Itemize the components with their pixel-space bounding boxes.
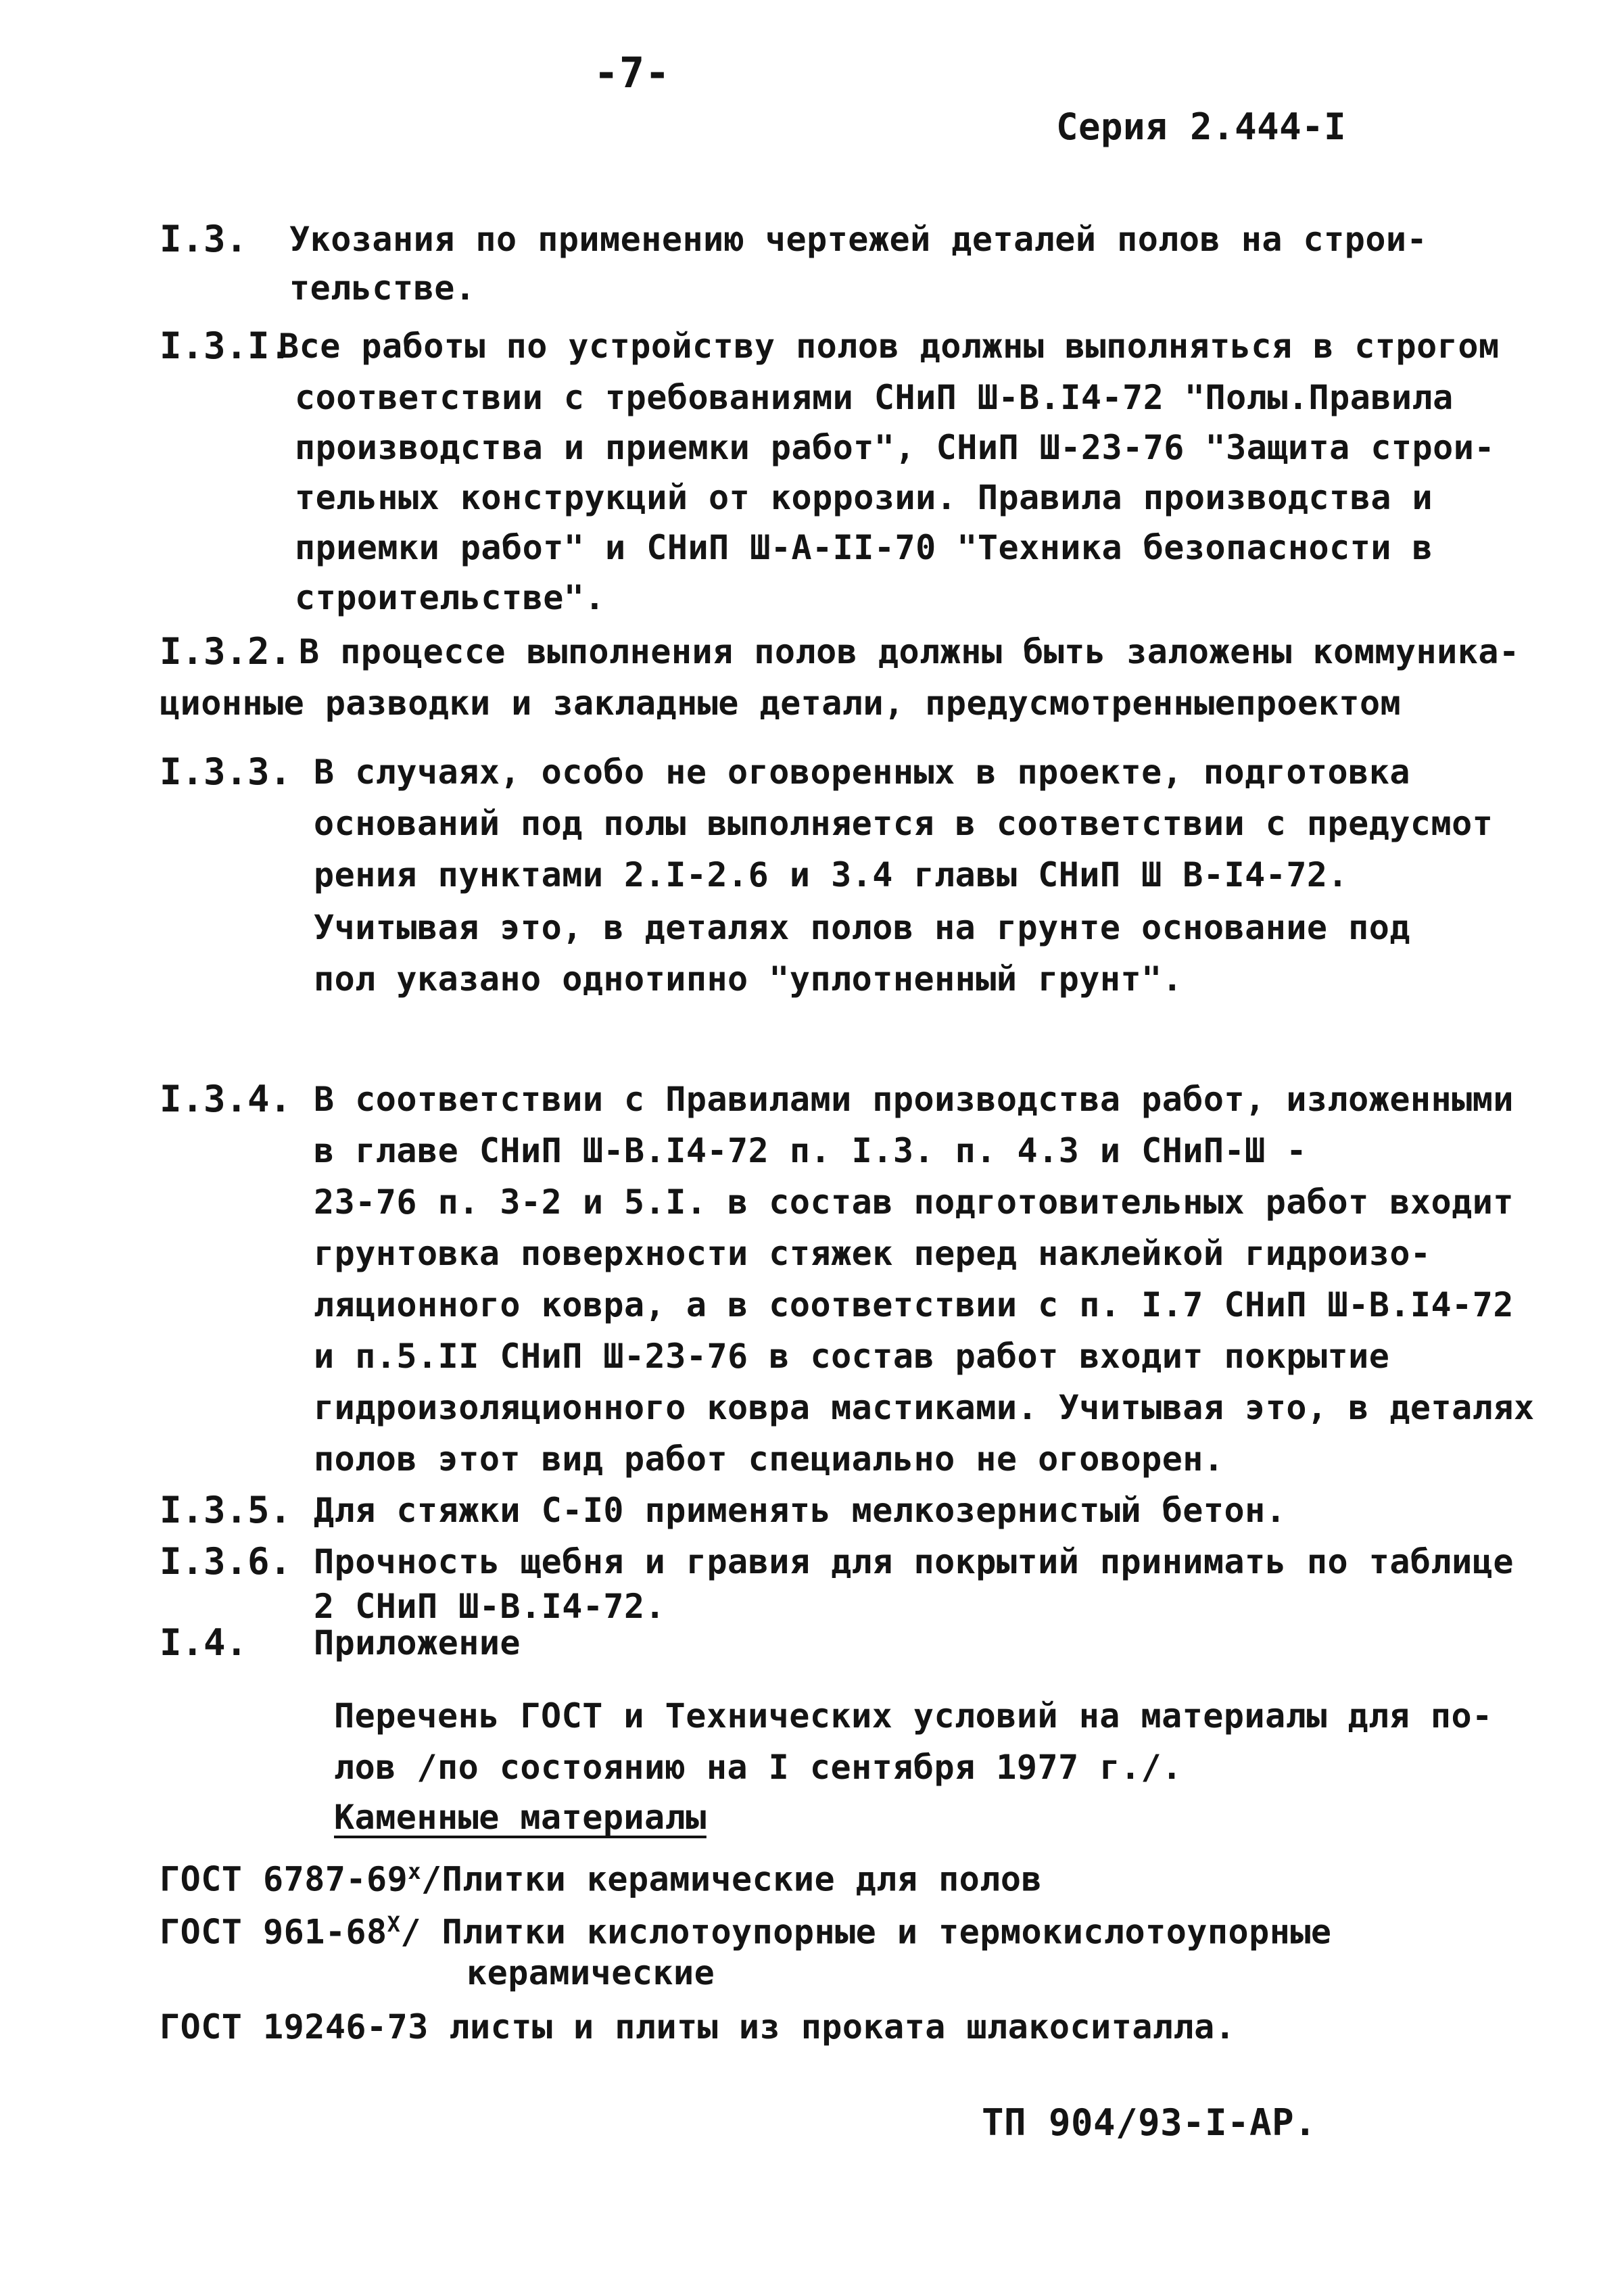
section-line: В случаях, особо не оговоренных в проекте, подготовка	[314, 752, 1410, 792]
section-line: рения пунктами 2.I-2.6 и 3.4 главы СНиП Ш В-I4-72.	[314, 855, 1349, 894]
section-number: I.4.	[160, 1621, 248, 1664]
appendix-intro-line: Перечень ГОСТ и Технических условий на материалы для по-	[334, 1696, 1493, 1736]
section-line: производства и приемки работ", СНиП Ш-23-76 "Защита строи-	[295, 428, 1495, 467]
section-line: тельных конструкций от коррозии. Правила производства и	[295, 478, 1433, 517]
section-line: строительстве".	[295, 578, 606, 617]
section-line: Учитывая это, в деталях полов на грунте основание под	[314, 908, 1410, 947]
section-line: тельстве.	[289, 268, 476, 308]
gost-code: ГОСТ 961-68	[160, 1912, 387, 1952]
section-number: I.3.4.	[160, 1078, 292, 1120]
section-line: приемки работ" и СНиП Ш-А-II-70 "Техника безопасности в	[295, 528, 1433, 567]
section-line: ционные разводки и закладные детали, предусмотренныепроектом	[160, 684, 1402, 723]
gost-text: / Плитки кислотоупорные и термокислотоупорные	[400, 1912, 1332, 1952]
section-line: полов этот вид работ специально не оговорен.	[314, 1439, 1224, 1479]
section-line: 2 СНиП Ш-В.I4-72.	[314, 1587, 666, 1626]
appendix-intro-line: лов /по состоянию на I сентября 1977 г./.	[334, 1748, 1183, 1787]
section-number: I.3.	[160, 218, 248, 260]
section-line: В соответствии с Правилами производства работ, изложенными	[314, 1080, 1514, 1119]
section-line: пол указано однотипно "уплотненный грунт".	[314, 959, 1183, 999]
section-line: соответствии с требованиями СНиП Ш-В.I4-72 "Полы.Правила	[295, 378, 1454, 417]
section-line: Все работы по устройству полов должны выполняться в строгом	[279, 327, 1500, 366]
gost-text: листы и плиты из проката шлакоситалла.	[428, 2007, 1236, 2047]
page-number: -7-	[594, 48, 671, 97]
section-number: I.3.2.	[160, 630, 292, 673]
section-line: Приложение	[314, 1623, 521, 1663]
series-label: Серия 2.444-I	[1056, 105, 1347, 148]
gost-entry	[160, 1847, 1042, 1904]
section-line: Прочность щебня и гравия для покрытий принимать по таблице	[314, 1542, 1514, 1581]
gost-continuation: керамические	[467, 1953, 715, 1992]
section-number: I.3.3.	[160, 750, 292, 793]
section-line: грунтовка поверхности стяжек перед наклейкой гидроизо-	[314, 1234, 1431, 1273]
gost-code: ГОСТ 19246-73	[160, 2007, 429, 2047]
gost-sup: Х	[387, 1911, 401, 1937]
appendix-subheading: Каменные материалы	[334, 1798, 707, 1837]
gost-text: /Плитки керамические для полов	[421, 1859, 1043, 1899]
gost-entry	[160, 2003, 1235, 2051]
section-line: гидроизоляционного ковра мастиками. Учитывая это, в деталях	[314, 1388, 1535, 1427]
section-line: в главе СНиП Ш-В.I4-72 п. I.3. п. 4.3 и СНиП-Ш -	[314, 1131, 1307, 1170]
gost-sup: х	[408, 1859, 421, 1884]
section-number: I.3.I.	[160, 325, 292, 367]
section-line: оснований под полы выполняется в соответствии с предусмот	[314, 804, 1494, 843]
gost-code: ГОСТ 6787-69	[160, 1859, 408, 1899]
section-line: и п.5.II СНиП Ш-23-76 в состав работ входит покрытие	[314, 1337, 1390, 1376]
section-line: 23-76 п. 3-2 и 5.I. в состав подготовительных работ входит	[314, 1182, 1514, 1222]
section-line: Укозания по применению чертежей деталей полов на строи-	[289, 220, 1428, 259]
footer-code: ТП 904/93-I-АР.	[982, 2101, 1317, 2144]
section-number: I.3.5.	[160, 1489, 292, 1531]
section-line: ляционного ковра, а в соответствии с п. I.7 СНиП Ш-В.I4-72	[314, 1285, 1514, 1324]
gost-entry	[160, 1900, 1332, 1957]
section-number: I.3.6.	[160, 1540, 292, 1583]
section-line: В процессе выполнения полов должны быть заложены коммуника-	[299, 632, 1520, 671]
section-line: Для стяжки С-I0 применять мелкозернистый бетон.	[314, 1491, 1287, 1530]
